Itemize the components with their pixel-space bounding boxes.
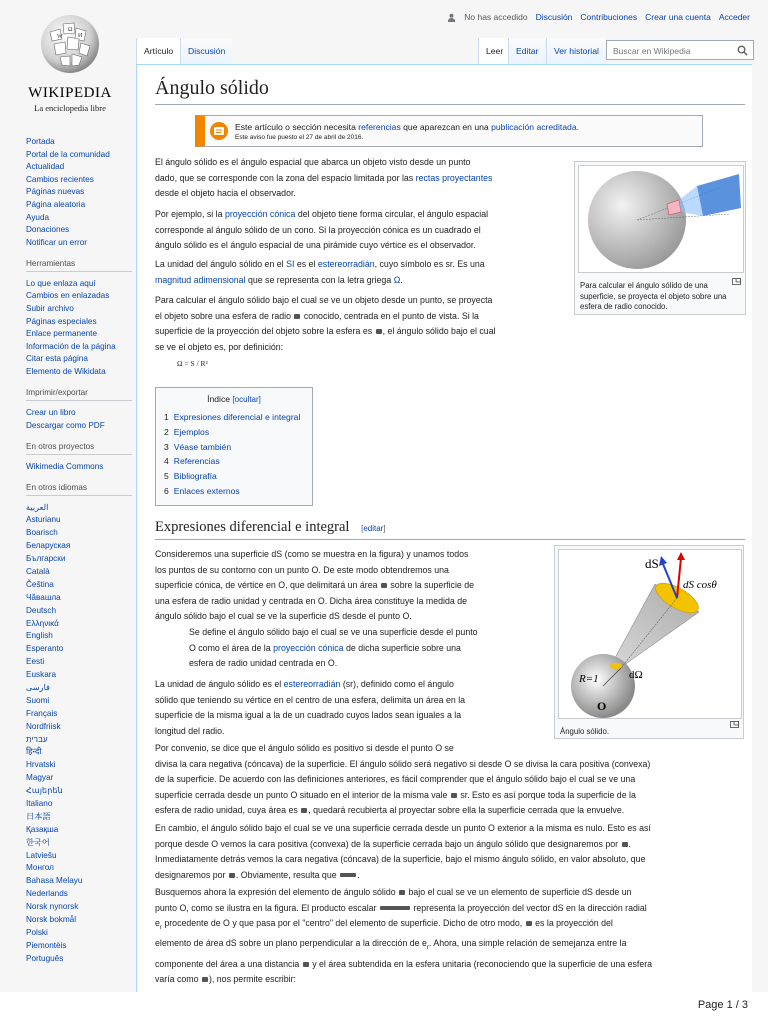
sidebar-item-tool-2[interactable]: Subir archivo — [26, 303, 74, 313]
notice-text: Este artículo o sección necesita referencias que aparezcan en una publicación acreditada. — [235, 122, 579, 132]
notice-date: Este aviso fue puesto el 27 de abril de 2016. — [235, 134, 364, 141]
link-rectas-proyectantes[interactable]: rectas proyectantes — [415, 172, 493, 183]
figure-sphere-projection — [574, 161, 746, 315]
page-tabs — [136, 38, 754, 64]
section-heading-expresiones: Expresiones diferencial e integral [editar] — [155, 519, 745, 540]
sidebar-item-language-35[interactable]: Português — [26, 953, 64, 963]
sidebar-item-tool-3[interactable]: Páginas especiales — [26, 316, 97, 326]
page-title: Ángulo sólido — [155, 77, 745, 105]
toc-item[interactable] — [164, 425, 304, 440]
toc-item[interactable] — [164, 469, 304, 484]
toc-title: Índice [ocultar] — [207, 394, 261, 404]
sphere-projection-image[interactable] — [578, 165, 744, 273]
references-notice — [195, 115, 703, 147]
search-placeholder: Buscar en Wikipedia — [613, 46, 691, 56]
sidebar-item-language-24[interactable]: 日本語 — [26, 811, 51, 821]
sidebar-item-language-22[interactable]: Հայերեն — [26, 786, 63, 796]
sidebar-item-language-33[interactable]: Polski — [26, 927, 48, 937]
toc-item-number: 1 — [164, 412, 169, 422]
wikipedia-wordmark: WIKIPEDIA — [28, 85, 112, 101]
toc-item-link[interactable]: Ejemplos — [173, 426, 210, 437]
toc-item-number: 6 — [164, 485, 169, 496]
toc-list — [164, 410, 304, 499]
sidebar-item-language-14[interactable]: فارسی — [26, 682, 51, 692]
math-symbol — [376, 329, 382, 334]
search-input[interactable] — [606, 40, 754, 60]
sidebar-item-nav-1[interactable]: Portal de la comunidad — [26, 149, 110, 159]
link-omega[interactable]: Ω — [393, 274, 401, 285]
personal-link-login[interactable]: Acceder — [718, 12, 750, 22]
sidebar-item-language-5[interactable]: Català — [26, 566, 50, 576]
sidebar-print — [26, 407, 132, 431]
sidebar-heading-print: Imprimir/exportar — [26, 387, 132, 401]
not-logged-text: No has accedido — [464, 12, 528, 22]
sidebar-item-language-18[interactable]: עברית — [26, 734, 48, 744]
paragraph-intro-4: Para calcular el ángulo sólido bajo el cual se ve un objeto desde un punto, se proyecta el objeto sobre una esfera de radio conocido, centrada en el punto de vista. Si la superficie de la proyección del objeto sobre la esfera es , el ángulo sólido bajo el cual se ve el objeto es, por definición: — [155, 295, 496, 352]
sidebar-item-nav-8[interactable]: Notificar un error — [26, 237, 87, 247]
wikipedia-tagline: La enciclopedia libre — [34, 103, 106, 113]
wikipedia-globe-icon — [38, 12, 102, 76]
sidebar-item-nav-4[interactable]: Páginas nuevas — [26, 187, 85, 197]
link-proyeccion-conica-2[interactable]: proyección cónica — [273, 642, 344, 653]
sidebar-item-tool-0[interactable]: Lo que enlaza aquí — [26, 278, 96, 288]
toc-item[interactable] — [164, 484, 304, 499]
paragraph-intro-1: El ángulo sólido es el ángulo espacial que abarca un objeto visto desde un punto dado, que se corresponde con la zona del espacio limitada por las rectas proyectantes desde el objeto hacia el observador. — [155, 157, 493, 198]
sidebar-item-tool-6[interactable]: Citar esta página — [26, 354, 88, 364]
svg-text:dS: dS — [645, 556, 659, 571]
svg-text:Ω: Ω — [68, 27, 73, 33]
toc-item-link[interactable]: Véase también — [173, 441, 232, 452]
link-si[interactable]: SI — [286, 259, 295, 269]
sidebar-heading-tools: Herramientas — [26, 258, 132, 272]
toc-item-number: 3 — [164, 441, 169, 452]
toc-item-link[interactable]: Enlaces externos — [173, 485, 240, 496]
sidebar-heading-projects: En otros proyectos — [26, 441, 132, 455]
personal-link-create-account[interactable]: Crear una cuenta — [645, 12, 711, 22]
formula-solid-angle: Ω = S / R² — [177, 359, 208, 368]
toc-item-number: 4 — [164, 456, 169, 467]
sidebar-item-language-15[interactable]: Suomi — [26, 695, 50, 705]
sidebar-item-language-7[interactable]: Чӑвашла — [26, 592, 61, 602]
notice-link-publication[interactable]: publicación acreditada — [491, 122, 577, 132]
svg-text:R=1: R=1 — [579, 673, 599, 685]
definition-quote: Se define el ángulo sólido bajo el cual se ve una superficie desde el punto O como el área de la proyección cónica de dicha superficie sobre una esfera de radio unidad centrada en O. — [189, 627, 478, 668]
content-area — [136, 64, 752, 992]
paragraph-section-4: En cambio, el ángulo sólido bajo el cual se ve una superficie cerrada desde un punto O exterior a la misma es nulo. Esto es así porque desde O vemos la cara positiva (convexa) de la superficie cerrada bajo un ángulo sólido que designaremos por . Inmediatamente detrás vemos la cara negativa (cóncava) de la superficie, bajo el mismo ángulo sólido, en valor absoluto, que designaremos por . Obviamente, resulta que . — [155, 823, 651, 880]
sidebar-item-nav-0[interactable]: Portada — [26, 137, 55, 146]
sidebar-item-language-6[interactable]: Čeština — [26, 579, 54, 589]
sidebar-item-language-3[interactable]: Беларуская — [26, 541, 71, 551]
sidebar-item-language-30[interactable]: Nederlands — [26, 889, 68, 899]
sidebar-item-language-34[interactable]: Piemontèis — [26, 940, 67, 950]
sidebar-item-tool-7[interactable]: Elemento de Wikidata — [26, 366, 106, 376]
toc-item-link[interactable]: Expresiones diferencial e integral — [173, 412, 301, 422]
sidebar-item-tool-5[interactable]: Información de la página — [26, 341, 116, 351]
solid-angle-image[interactable] — [558, 549, 742, 719]
tab-article[interactable]: Artículo — [136, 38, 180, 64]
link-estereorradian[interactable]: estereorradián — [317, 259, 375, 269]
sidebar-item-language-17[interactable]: Nordfriisk — [26, 721, 61, 731]
sidebar-item-language-10[interactable]: English — [26, 631, 53, 641]
sidebar-item-nav-3[interactable]: Cambios recientes — [26, 174, 94, 184]
sidebar-languages — [26, 502, 132, 964]
sidebar-item-language-32[interactable]: Norsk bokmål — [26, 915, 77, 924]
link-magnitud-adimensional[interactable]: magnitud adimensional — [155, 274, 246, 285]
sidebar-item-language-8[interactable]: Deutsch — [26, 605, 57, 615]
sidebar-item-language-23[interactable]: Italiano — [26, 798, 53, 808]
svg-text:И: И — [78, 33, 83, 39]
notice-link-references[interactable]: referencias — [358, 122, 401, 132]
figure-caption: Para calcular el ángulo sólido de una superficie, se proyecta el objeto sobre una esfera de radio conocido. — [580, 281, 727, 311]
figure-solid-angle — [554, 545, 744, 739]
tab-edit[interactable]: Editar — [508, 38, 545, 64]
sidebar-item-language-1[interactable]: Asturianu — [26, 515, 61, 525]
sidebar-item-print-1[interactable]: Descargar como PDF — [26, 420, 105, 430]
sidebar-item-language-31[interactable]: Norsk nynorsk — [26, 902, 79, 912]
sidebar-item-nav-6[interactable]: Ayuda — [26, 212, 50, 222]
sidebar-item-nav-2[interactable]: Actualidad — [26, 162, 65, 172]
sidebar-item-language-12[interactable]: Eesti — [26, 657, 45, 667]
sidebar-item-nav-7[interactable]: Donaciones — [26, 225, 70, 235]
paragraph-section-1: Consideremos una superficie dS (como se muestra en la figura) y unamos todos los puntos de su contorno con un punto O. De este modo obtendremos una superficie cónica, de vértice en O, que delimitará un área sobre la superficie de una esfera de radio unidad y centrada en O. Dicha área constituye la medida de ángulo sólido bajo el cual se ve la superficie dS desde el punto O. — [155, 549, 475, 621]
sidebar-item-language-4[interactable]: Български — [26, 554, 66, 564]
sidebar-item-language-2[interactable]: Boarisch — [26, 528, 58, 538]
toc-item-link[interactable]: Bibliografía — [173, 471, 217, 482]
user-icon — [447, 13, 456, 22]
toc-item[interactable] — [164, 454, 304, 469]
sidebar-item-language-11[interactable]: Esperanto — [26, 644, 64, 654]
paragraph-intro-3: La unidad del ángulo sólido en el SI es el estereorradián, cuyo símbolo es sr. Es una magnitud adimensional que se representa con la letra griega Ω. — [155, 259, 485, 285]
sidebar-item-tool-1[interactable]: Cambios en enlazadas — [26, 291, 110, 301]
notice-icon — [209, 121, 229, 141]
sidebar-item-language-9[interactable]: Ελληνικά — [26, 618, 59, 628]
tab-discussion[interactable]: Discusión — [180, 38, 232, 64]
magnify-icon[interactable] — [730, 721, 739, 728]
svg-text:dΩ: dΩ — [629, 669, 643, 681]
magnify-icon[interactable] — [732, 278, 741, 285]
sidebar-item-language-21[interactable]: Magyar — [26, 773, 54, 783]
link-proyeccion-conica[interactable]: proyección cónica — [224, 209, 296, 219]
sidebar-item-language-25[interactable]: Қазақша — [26, 824, 59, 834]
sidebar-item-language-16[interactable]: Français — [26, 708, 58, 718]
edit-section-link[interactable]: editar — [363, 524, 384, 533]
toc-item-number: 5 — [164, 471, 169, 482]
sidebar-item-language-0[interactable]: العربية — [26, 502, 49, 512]
sidebar-item-project-0[interactable]: Wikimedia Commons — [26, 461, 104, 471]
sidebar-heading-languages: En otros idiomas — [26, 482, 132, 496]
sidebar-item-language-19[interactable]: हिन्दी — [26, 747, 42, 757]
sidebar-item-language-26[interactable]: 한국어 — [26, 837, 50, 847]
paragraph-section-2: La unidad de ángulo sólido es el estereorradián (sr), definido como el ángulo sólido que teniendo su vértice en el centro de una esfera, delimita un área en la superficie de la misma igual a la de un cuadrado cuyos lados sean iguales a la longitud del radio. — [155, 679, 466, 736]
sidebar-item-language-28[interactable]: Монгол — [26, 863, 54, 873]
paragraph-section-3: Por convenio, se dice que el ángulo sólido es positivo si desde el punto O se divisa la cara negativa (cóncava) de la superficie. El ángulo sólido será negativo si desde O se divisa la cara positiva (convexa) de la superficie. De acuerdo con las definiciones anteriores, es fácil comprender que el ángulo sólido bajo el cual se ve una superficie cerrada desde un punto O situado en el interior de la misma vale sr. Esto es así porque toda la superficie de la esfera de radio unidad, cuya área es , quedará recubierta al proyectar sobre ella la superficie cerrada que la envuelve. — [155, 743, 651, 815]
toc-item[interactable] — [164, 410, 304, 425]
svg-text:O: O — [597, 699, 607, 713]
personal-link-talk[interactable]: Discusión — [535, 12, 573, 22]
table-of-contents — [155, 387, 313, 506]
page-counter: Page 1 / 3 — [697, 999, 748, 1011]
search-icon[interactable] — [737, 45, 748, 56]
sidebar-item-language-27[interactable]: Latviešu — [26, 850, 57, 860]
sidebar-item-print-0[interactable]: Crear un libro — [26, 407, 76, 417]
toc-item[interactable] — [164, 440, 304, 455]
personal-link-contributions[interactable]: Contribuciones — [580, 12, 638, 22]
sidebar-tools — [26, 278, 132, 377]
paragraph-intro-2: Por ejemplo, si la proyección cónica del objeto tiene forma circular, el ángulo espacial corresponde al ángulo sólido de un cono. Si la proyección cónica es un cuadrado el ángulo sólido es el ángulo espacial de una pirámide cuyo vértice es el observador. — [155, 209, 489, 250]
wikipedia-logo[interactable] — [20, 12, 120, 113]
sidebar-item-language-29[interactable]: Bahasa Melayu — [26, 876, 83, 886]
sidebar-item-language-13[interactable]: Euskara — [26, 670, 57, 680]
sidebar — [26, 136, 132, 966]
figure-caption-2: Ángulo sólido. — [560, 727, 609, 736]
sidebar-item-language-20[interactable]: Hrvatski — [26, 760, 56, 770]
svg-text:W: W — [57, 34, 63, 40]
tab-history[interactable]: Ver historial — [546, 38, 606, 64]
sidebar-item-tool-4[interactable]: Enlace permanente — [26, 329, 98, 339]
personal-tools — [447, 12, 750, 22]
sidebar-projects — [26, 461, 132, 472]
paragraph-section-5: Busquemos ahora la expresión del elemento de ángulo sólido bajo el cual se ve un elemento de superficie dS desde un punto O, como se ilustra en la figura. El producto escalar representa la proyección del vector dS en la dirección radial $e_r$ procedente de O y que pasa por el "centro" del elemento de superficie. Dicho de otro modo, es la proyección del elemento de área dS sobre un plano perpendicular a la dirección de $e_r$. Ahora, una simple relación de semejanza entre la componente del área a una distancia y el área subtendida en la esfera unitaria (reconociendo que la superficie de una esfera varía como ), nos permite escribir: — [155, 887, 653, 984]
sidebar-item-nav-5[interactable]: Página aleatoria — [26, 199, 86, 209]
svg-text:dS cosθ: dS cosθ — [683, 579, 717, 591]
link-estereorradian-2[interactable]: estereorradián — [283, 679, 341, 689]
toc-item-link[interactable]: Referencias — [173, 456, 220, 467]
math-symbol — [294, 314, 300, 319]
tab-read[interactable]: Leer — [478, 38, 510, 64]
sidebar-navigation — [26, 136, 132, 248]
toc-hide-link[interactable]: [ocultar] — [232, 395, 261, 404]
toc-item-number: 2 — [164, 426, 169, 437]
